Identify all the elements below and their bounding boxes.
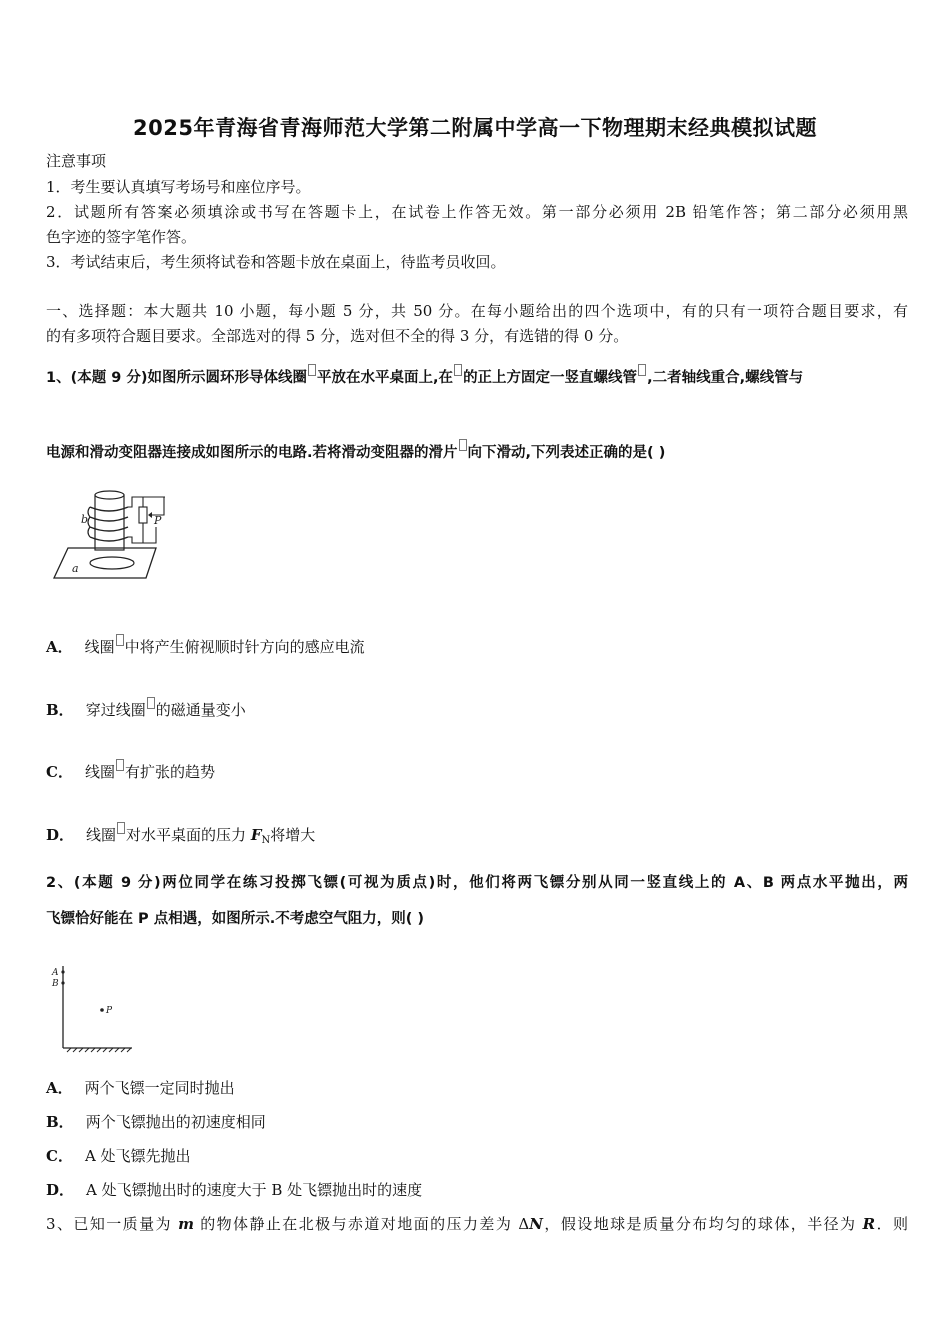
- q1-option-d[interactable]: [46, 822, 908, 852]
- missing-glyph-icon: [116, 634, 124, 646]
- option-letter: D．: [46, 826, 75, 844]
- question-2-number: 2、: [46, 875, 74, 891]
- option-text: 对水平桌面的压力: [126, 826, 251, 844]
- label-p: P: [106, 1006, 113, 1016]
- question-1-text: 向下滑动,下列表述正确的是( ): [467, 445, 666, 461]
- question-1-text: 平放在水平桌面上,在: [317, 370, 454, 386]
- option-letter: C．: [46, 763, 73, 781]
- question-2-text: 两位同学在练习投掷飞镖(可视为质点)时，他们将两飞镖分别从同一竖直线上的 A、B 两点水平抛出，两: [160, 875, 908, 891]
- option-letter: C．: [46, 1147, 73, 1165]
- question-1-text: 电源和滑动变阻器连接成如图所示的电路.若将滑动变阻器的滑片: [46, 445, 458, 461]
- question-2-line-2: 飞镖恰好能在 P 点相遇，如图所示.不考虑空气阻力，则( ): [46, 911, 425, 927]
- question-1-figure: [50, 485, 165, 585]
- question-3-text: ，假设地球是质量分布均匀的球体，半径为: [543, 1215, 863, 1233]
- q2-option-b[interactable]: [46, 1111, 908, 1133]
- q2-option-a[interactable]: [46, 1077, 908, 1099]
- question-1-line-2: [46, 439, 908, 464]
- radius-symbol: R: [862, 1215, 876, 1233]
- missing-glyph-icon: [454, 364, 462, 376]
- question-2-tag: (本题 9 分): [73, 875, 161, 891]
- option-text: 两个飞镖抛出的初速度相同: [85, 1113, 266, 1131]
- label-b: b: [81, 513, 89, 526]
- question-3-text: 的物体静止在北极与赤道对地面的压力差为 Δ: [194, 1215, 530, 1233]
- q1-option-b[interactable]: [46, 697, 908, 721]
- notice-item-2-line-1: 2．试题所有答案必须填涂或书写在答题卡上，在试卷上作答无效。第一部分必须用 2B 铅笔作答；第二部分必须用黑: [46, 203, 908, 221]
- option-letter: B．: [46, 701, 74, 719]
- section-1-intro-line-1: 一、选择题：本大题共 10 小题，每小题 5 分，共 50 分。在每小题给出的四个选项中，有的只有一项符合题目要求，有: [46, 302, 908, 320]
- mass-symbol: m: [178, 1215, 194, 1233]
- notice-item-2-line-2: 色字迹的签字笔作答。: [46, 228, 197, 246]
- question-1-number: 1、: [46, 370, 71, 386]
- option-letter: D．: [46, 1181, 75, 1199]
- force-symbol: N: [529, 1215, 543, 1233]
- label-a: a: [72, 562, 79, 575]
- question-1-text: ,二者轴线重合,螺线管与: [647, 370, 804, 386]
- missing-glyph-icon: [116, 759, 124, 771]
- label-p: P: [154, 514, 162, 527]
- option-letter: A．: [46, 638, 73, 656]
- question-2-figure: [48, 962, 136, 1054]
- q1-option-a[interactable]: [46, 634, 908, 658]
- question-3-text: 3、已知一质量为: [46, 1215, 179, 1233]
- option-text: 穿过线圈: [85, 701, 146, 719]
- missing-glyph-icon: [147, 697, 155, 709]
- force-subscript: N: [261, 835, 271, 846]
- question-3-text: ．则: [875, 1215, 908, 1233]
- notice-heading: 注意事项: [46, 152, 107, 170]
- label-a: A: [52, 968, 59, 978]
- option-letter: A．: [46, 1079, 73, 1097]
- notice-item-1: 1．考生要认真填写考场号和座位序号。: [46, 178, 311, 196]
- question-1-line-1: [46, 364, 908, 389]
- option-text: 将增大: [270, 826, 316, 844]
- missing-glyph-icon: [308, 364, 316, 376]
- q2-option-d[interactable]: [46, 1179, 908, 1201]
- option-text: A 处飞镖先抛出: [84, 1147, 191, 1165]
- missing-glyph-icon: [638, 364, 646, 376]
- question-1-tag: (本题 9 分): [70, 370, 148, 386]
- option-letter: B．: [46, 1113, 74, 1131]
- page-title: 2025年青海省青海师范大学第二附属中学高一下物理期末经典模拟试题: [133, 116, 817, 140]
- option-text: 线圈: [84, 638, 115, 656]
- force-symbol: F: [250, 826, 262, 844]
- notice-item-3: 3．考试结束后，考生须将试卷和答题卡放在桌面上，待监考员收回。: [46, 253, 506, 271]
- missing-glyph-icon: [117, 822, 125, 834]
- q2-option-c[interactable]: [46, 1145, 908, 1167]
- label-b: B: [52, 979, 59, 989]
- missing-glyph-icon: [459, 439, 467, 451]
- q1-option-c[interactable]: [46, 759, 908, 783]
- question-2-line-1: [46, 872, 908, 894]
- question-1-text: 如图所示圆环形导体线圈: [147, 370, 308, 386]
- option-text: 中将产生俯视顺时针方向的感应电流: [124, 638, 365, 656]
- section-1-intro-line-2: 的有多项符合题目要求。全部选对的得 5 分，选对但不全的得 3 分，有选错的得 0 分。: [46, 327, 629, 345]
- question-3-line-1: [46, 1213, 908, 1235]
- question-1-text: 的正上方固定一竖直螺线管: [463, 370, 638, 386]
- option-text: 线圈: [84, 763, 115, 781]
- option-text: A 处飞镖抛出时的速度大于 B 处飞镖抛出时的速度: [86, 1181, 423, 1199]
- option-text: 两个飞镖一定同时抛出: [84, 1079, 235, 1097]
- option-text: 有扩张的趋势: [124, 763, 215, 781]
- option-text: 的磁通量变小: [155, 701, 246, 719]
- option-text: 线圈: [86, 826, 117, 844]
